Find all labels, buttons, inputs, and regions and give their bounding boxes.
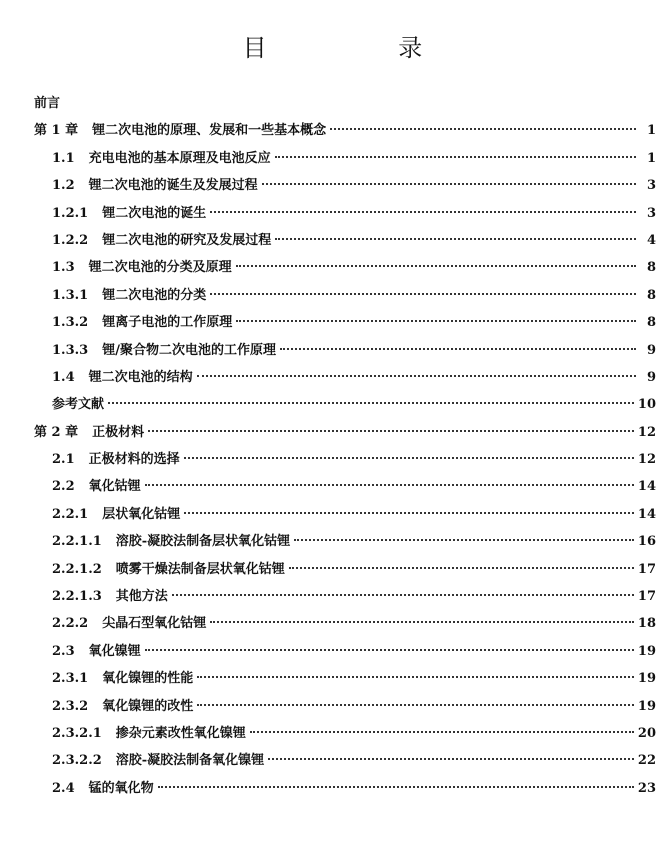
dot-leader [148,430,634,432]
page-title: 目 录 [242,34,485,62]
toc-entry-number: 1.2.1 [52,205,89,221]
toc-entry[interactable] [34,364,656,391]
toc-entry-page: 8 [646,260,656,276]
toc-entry-page: 22 [637,753,656,769]
toc-entry-page: 23 [637,780,656,796]
toc-entry-page: 17 [637,561,656,577]
toc-entry-title: 正极材料 [92,424,145,440]
dot-leader [210,293,636,295]
toc-entry-number: 2.2.1.2 [52,561,102,577]
toc-entry[interactable] [34,528,656,555]
toc-entry-number: 2.3.2.2 [52,753,102,769]
toc-entry-number: 2.2.1.1 [52,534,102,550]
toc-entry-page: 12 [637,452,656,468]
toc-entry-title: 掺杂元素改性氧化镍锂 [115,725,246,741]
toc-entry-number: 2.3.2 [52,698,89,714]
toc-entry[interactable] [34,747,656,774]
toc-entry[interactable] [34,720,656,747]
toc-entry[interactable] [34,638,656,665]
toc-entry-title: 参考文献 [52,397,105,413]
dot-leader [289,567,634,569]
toc-entry[interactable] [34,254,656,281]
toc-entry[interactable] [34,610,656,637]
toc-entry-title: 锂二次电池的分类及原理 [88,260,232,276]
dot-leader [268,758,634,760]
toc-entry-page: 19 [637,643,656,659]
toc-entry-title: 氧化镍锂的性能 [102,671,194,687]
dot-leader [275,156,636,158]
dot-leader [145,649,634,651]
toc-entry-page: 4 [646,232,656,248]
toc-entry[interactable] [34,145,656,172]
toc-entry[interactable] [34,446,656,473]
toc-entry-page: 19 [637,671,656,687]
toc-entry-number: 2.1 [52,452,75,468]
toc-entry-number: 2.4 [52,780,75,796]
toc-entry-page: 17 [637,589,656,605]
toc-entry-number: 1.3 [52,260,75,276]
dot-leader [262,183,636,185]
dot-leader [210,211,636,213]
toc-entry-number: 1.3.1 [52,287,89,303]
toc-entry-number: 1.2.2 [52,232,89,248]
dot-leader [294,539,634,541]
toc-entry-number: 2.2.1.3 [52,589,102,605]
dot-leader [184,512,634,514]
toc-entry[interactable] [34,309,656,336]
toc-entry-title: 溶胶-凝胶法制备层状氧化钴锂 [115,534,291,550]
toc-entry-title: 锂二次电池的原理、发展和一些基本概念 [92,123,327,139]
toc-entry-title: 锂/聚合物二次电池的工作原理 [102,342,276,358]
toc-entry-number: 2.3 [52,643,75,659]
toc-entry-title: 溶胶-凝胶法制备氧化镍锂 [115,753,265,769]
toc-entry-number: 第 2 章 [34,424,79,440]
toc-entry-page: 8 [646,315,656,331]
toc-entry-title: 尖晶石型氧化钴锂 [102,616,207,632]
toc-entry-number: 1.3.3 [52,342,89,358]
dot-leader [108,402,634,404]
toc-entry-number: 2.3.1 [52,671,89,687]
dot-leader [158,786,634,788]
toc-entry[interactable] [34,693,656,720]
dot-leader [197,375,636,377]
toc-entry[interactable] [34,227,656,254]
toc-entry-page: 1 [646,150,656,166]
toc-entry-page: 14 [637,479,656,495]
toc-entry-page: 10 [637,397,656,413]
toc-entry-title: 锂二次电池的结构 [88,369,193,385]
toc-entry-number: 2.2 [52,479,75,495]
toc-entry-number: 1.4 [52,369,75,385]
toc-entry-number: 1.1 [52,150,75,166]
toc-entry-title: 锂离子电池的工作原理 [102,315,233,331]
dot-leader [280,348,636,350]
toc-entry-number: 2.2.1 [52,506,89,522]
toc-entry-page: 9 [646,342,656,358]
dot-leader [330,128,636,130]
toc-entry-page: 12 [637,424,656,440]
toc-entry-page: 9 [646,369,656,385]
toc-entry-page: 8 [646,287,656,303]
toc-entry[interactable] [34,501,656,528]
toc-entry-page: 14 [637,506,656,522]
dot-leader [250,731,634,733]
toc-entry-title: 正极材料的选择 [88,452,180,468]
dot-leader [184,457,634,459]
toc-entry[interactable] [34,775,656,802]
toc-entry-page: 19 [637,698,656,714]
toc-entry-number: 第 1 章 [34,123,79,139]
toc-entry[interactable] [34,282,656,309]
toc-entry-title: 其他方法 [115,589,168,605]
toc-entry[interactable] [34,391,656,418]
dot-leader [210,621,634,623]
toc-entry[interactable] [34,172,656,199]
toc-entry-title: 喷雾干燥法制备层状氧化钴锂 [115,561,285,577]
toc-entry-page: 20 [637,725,656,741]
toc-entry-page: 3 [646,178,656,194]
dot-leader [236,320,636,322]
dot-leader [197,704,634,706]
dot-leader [172,594,634,596]
toc-entry-page: 16 [637,534,656,550]
toc-entry-page: 1 [646,123,656,139]
toc-entry-title: 层状氧化钴锂 [102,506,181,522]
toc-entry-page: 18 [637,616,656,632]
toc-entry-number: 2.2.2 [52,616,89,632]
toc-entry-number: 2.3.2.1 [52,725,102,741]
toc-entry-title: 氧化钴锂 [88,479,141,495]
toc-entry-title: 前言 [34,96,61,111]
toc-entry-title: 氧化镍锂 [88,643,141,659]
toc-entry[interactable] [34,419,656,446]
toc-entry[interactable] [34,665,656,692]
toc-entry-title: 锂二次电池的诞生及发展过程 [88,178,258,194]
toc-entry-page: 3 [646,205,656,221]
toc-entry-number: 1.3.2 [52,315,89,331]
toc-entry[interactable] [34,556,656,583]
dot-leader [275,238,636,240]
dot-leader [236,265,636,267]
toc-entry-title: 锰的氧化物 [88,780,154,796]
toc-entry-number: 1.2 [52,178,75,194]
toc-entry[interactable] [34,473,656,500]
toc-entry-title: 充电电池的基本原理及电池反应 [88,150,271,166]
toc-entry[interactable] [34,583,656,610]
toc-entry-title: 锂二次电池的研究及发展过程 [102,232,272,248]
toc-entry-title: 氧化镍锂的改性 [102,698,194,714]
toc-entry[interactable] [34,337,656,364]
toc-entry[interactable] [34,90,656,117]
toc-entry-title: 锂二次电池的诞生 [102,205,207,221]
toc-entry[interactable] [34,200,656,227]
table-of-contents [34,90,656,802]
dot-leader [197,676,634,678]
toc-entry[interactable] [34,117,656,144]
toc-entry-title: 锂二次电池的分类 [102,287,207,303]
dot-leader [145,484,634,486]
